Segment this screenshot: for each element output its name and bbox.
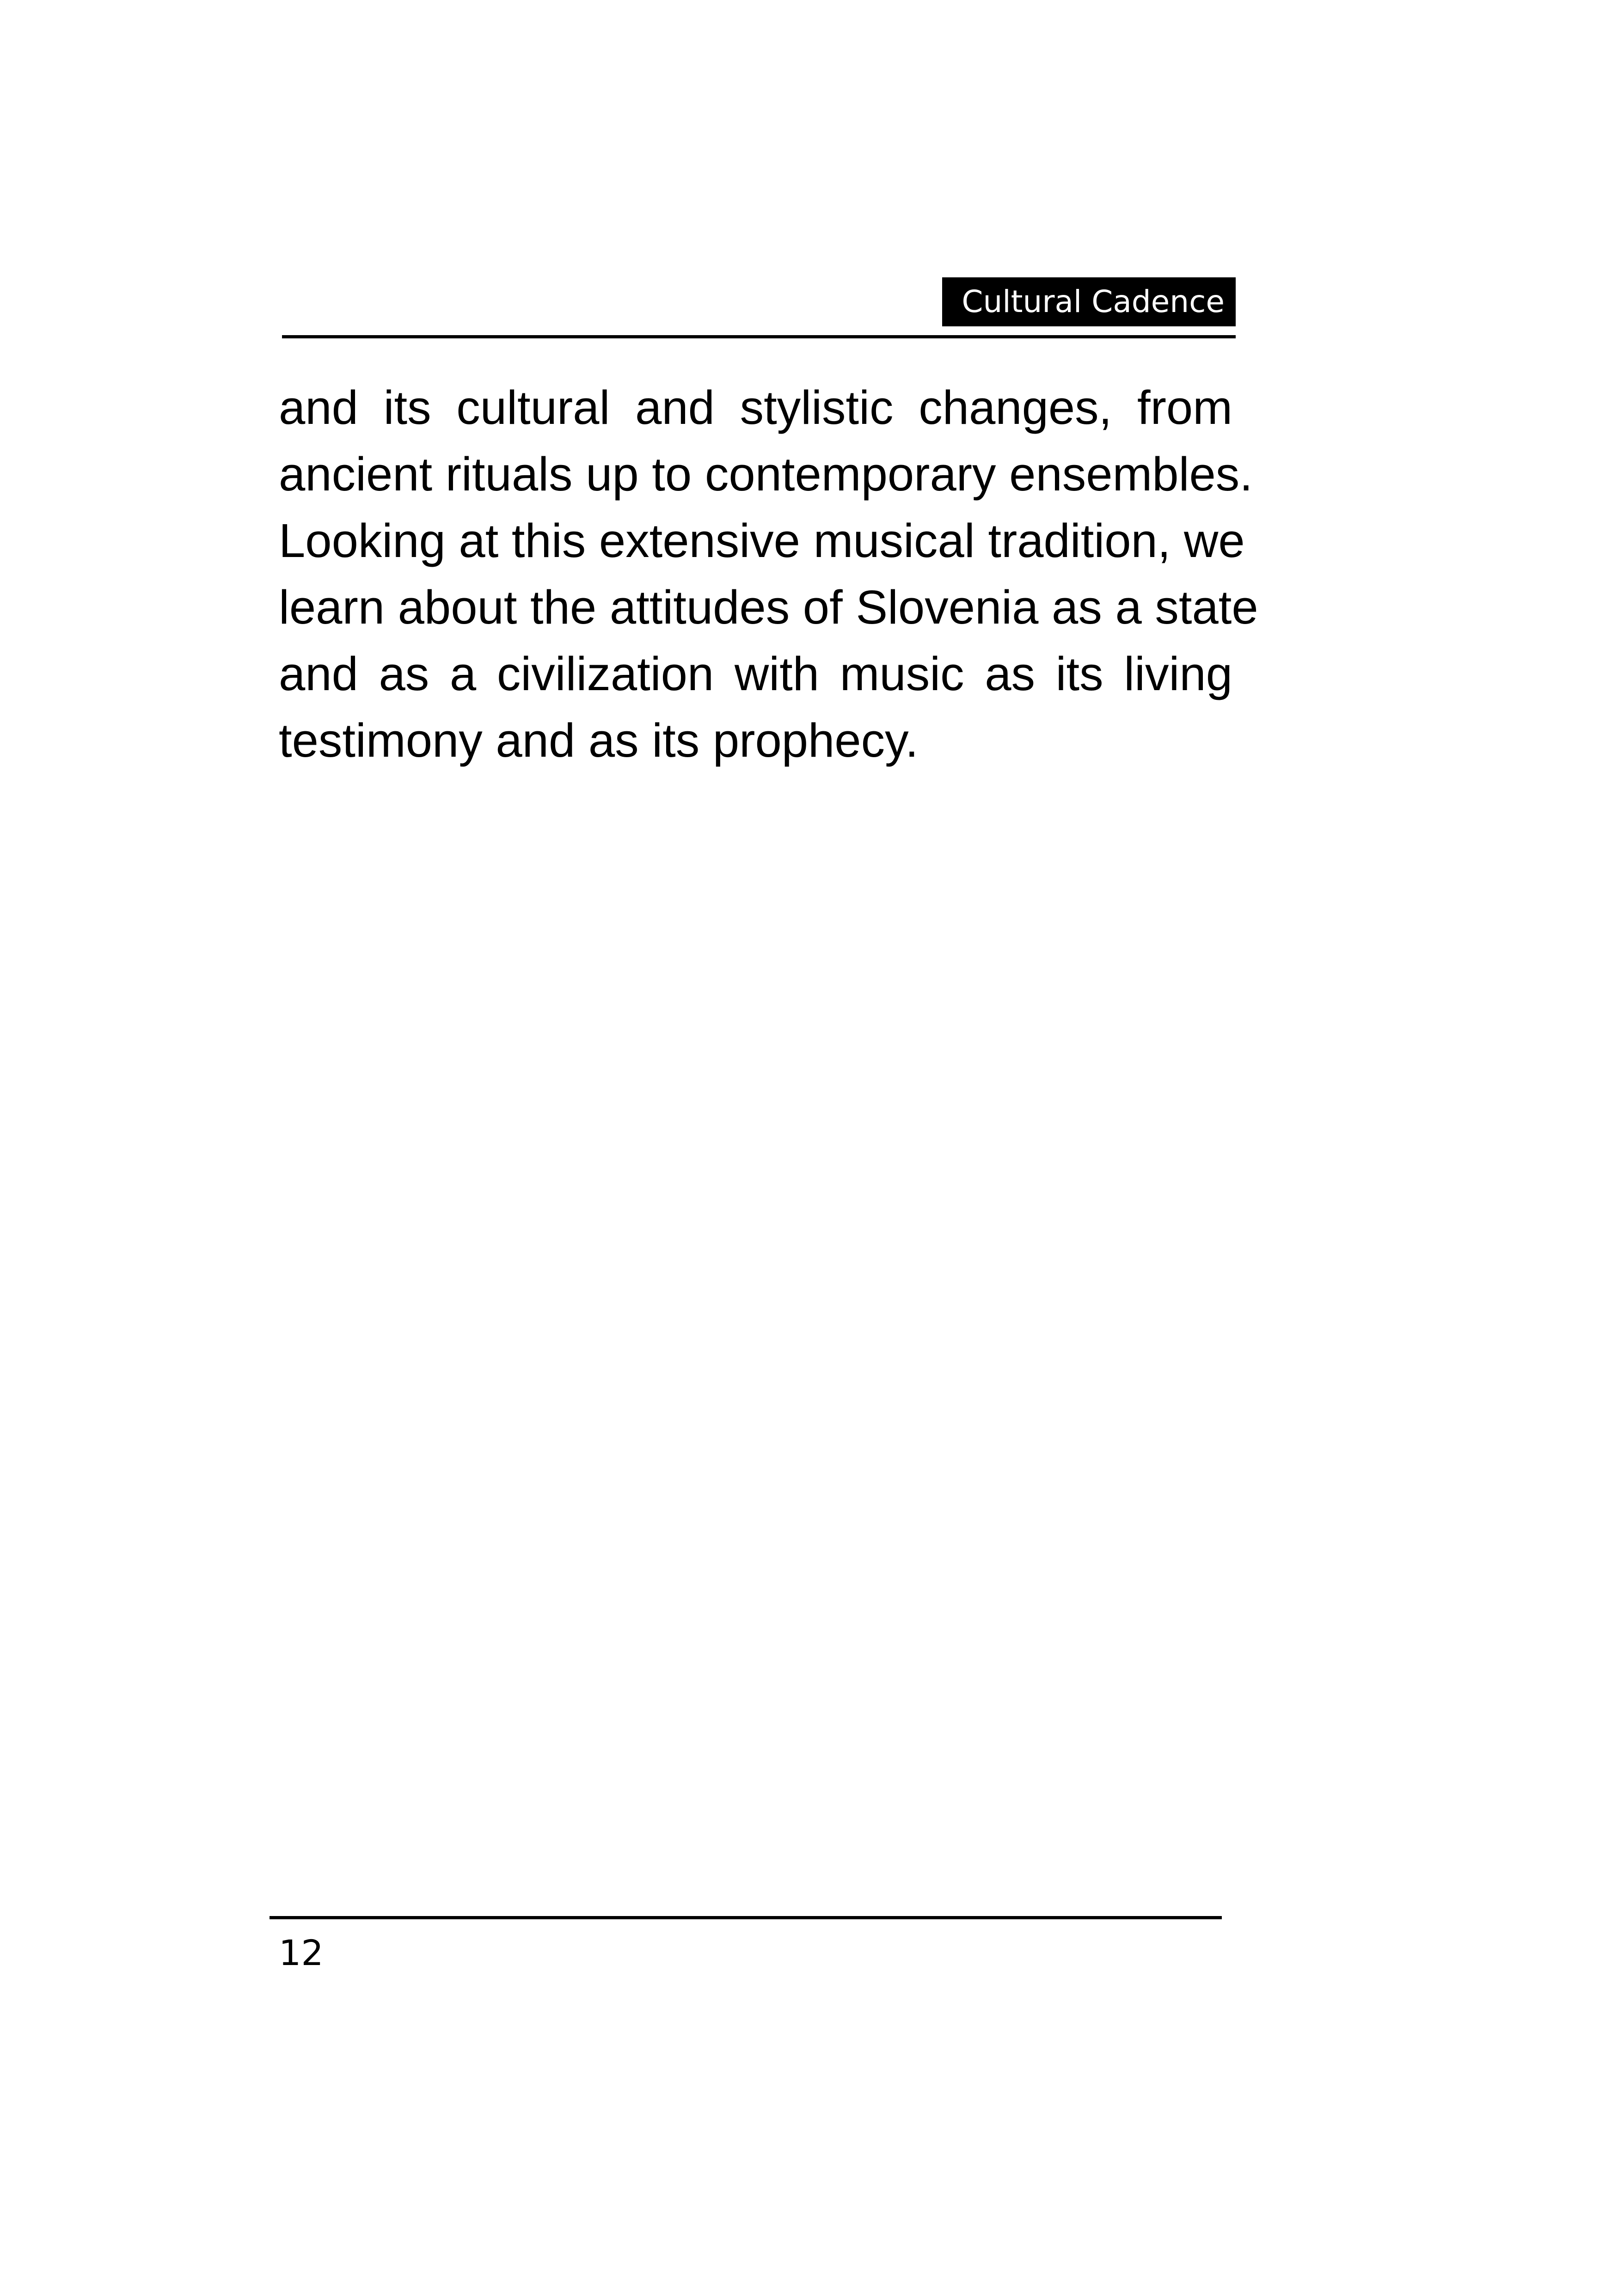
running-header <box>282 277 1236 342</box>
body-paragraph <box>279 374 1258 774</box>
body-line: Looking at this extensive musical tradition, we <box>279 514 1245 567</box>
body-line: testimony and as its prophecy. <box>279 714 919 767</box>
page-number: 12 <box>279 1932 324 1973</box>
body-line: learn about the attitudes of Slovenia as a state <box>279 581 1258 634</box>
body-line: ancient rituals up to contemporary ensembles. <box>279 447 1253 501</box>
footer-rule <box>270 1916 1222 1919</box>
header-rule <box>282 335 1236 338</box>
body-line: and as a civilization with music as its living <box>279 647 1232 700</box>
running-title-badge: Cultural Cadence <box>942 277 1236 326</box>
body-line: and its cultural and stylistic changes, from <box>279 381 1232 434</box>
